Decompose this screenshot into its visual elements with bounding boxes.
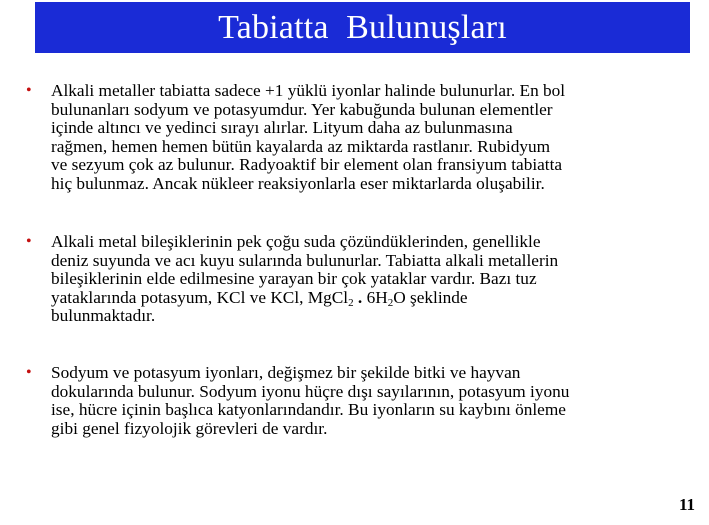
text-line: bileşiklerinin elde edilmesine yarayan bir çok yataklar vardır. Bazı tuz (51, 269, 537, 289)
text-line: Sodyum ve potasyum iyonları, değişmez bir şekilde bitki ve hayvan (51, 363, 521, 382)
subscript: 2 (348, 296, 354, 309)
text-line: deniz suyunda ve acı kuyu sularında bulunurlar. Tabiatta alkali metallerin (51, 250, 559, 270)
formula-dot: . (353, 287, 367, 307)
text-line: bulunmaktadır. (51, 306, 156, 326)
bullet-dot-icon: • (26, 82, 32, 99)
text-line: bulunanları sodyum ve potasyumdur. Yer kabuğunda bulunan elementler (51, 99, 553, 119)
formula-cl: Cl (331, 287, 349, 307)
text-line: hiç bulunmaz. Ancak nükleer reaksiyonlarla eser miktarlarda oluşabilir. (51, 173, 545, 193)
text-line: Alkali metaller tabiatta sadece +1 yüklü iyonlar halinde bulunurlar. En bol (51, 81, 566, 100)
formula-water: 6H (366, 287, 388, 307)
bullet-text (51, 364, 709, 438)
bullet-text (51, 82, 709, 194)
bullet-dot-icon: • (26, 364, 32, 381)
text-line: ve sezyum çok az bulunur. Radyoaktif bir element olan fransiyum tabiatta (51, 155, 563, 175)
bullet-dot-icon: • (26, 233, 32, 250)
formula-line (51, 289, 709, 308)
text-line: Alkali metal bileşiklerinin pek çoğu suda çözündüklerinden, genellikle (51, 232, 541, 251)
text-line: ise, hücre içinin başlıca katyonlarındandır. Bu iyonların su kaybını önleme (51, 400, 566, 420)
title-bar (35, 2, 690, 53)
bullet-text (51, 233, 709, 326)
formula-text: yataklarında potasyum, KCl ve KCl, Mg (51, 287, 332, 307)
text-line: rağmen, hemen hemen bütün kayalarda az miktarda rastlanır. Rubidyum (51, 136, 551, 156)
text-line: içinde altıncı ve yedinci sırayı alırlar. Lityum daha az bulunmasına (51, 118, 513, 138)
text-line: dokularında bulunur. Sodyum iyonu hüçre dışı sayılarının, potasyum iyonu (51, 381, 570, 401)
slide-title: Tabiatta Bulunuşları (218, 8, 507, 46)
subscript: 2 (387, 296, 394, 309)
text-line: gibi genel fizyolojik görevleri de vardır. (51, 418, 328, 438)
page-number: 11 (678, 495, 695, 514)
formula-text: O şeklinde (393, 287, 468, 307)
